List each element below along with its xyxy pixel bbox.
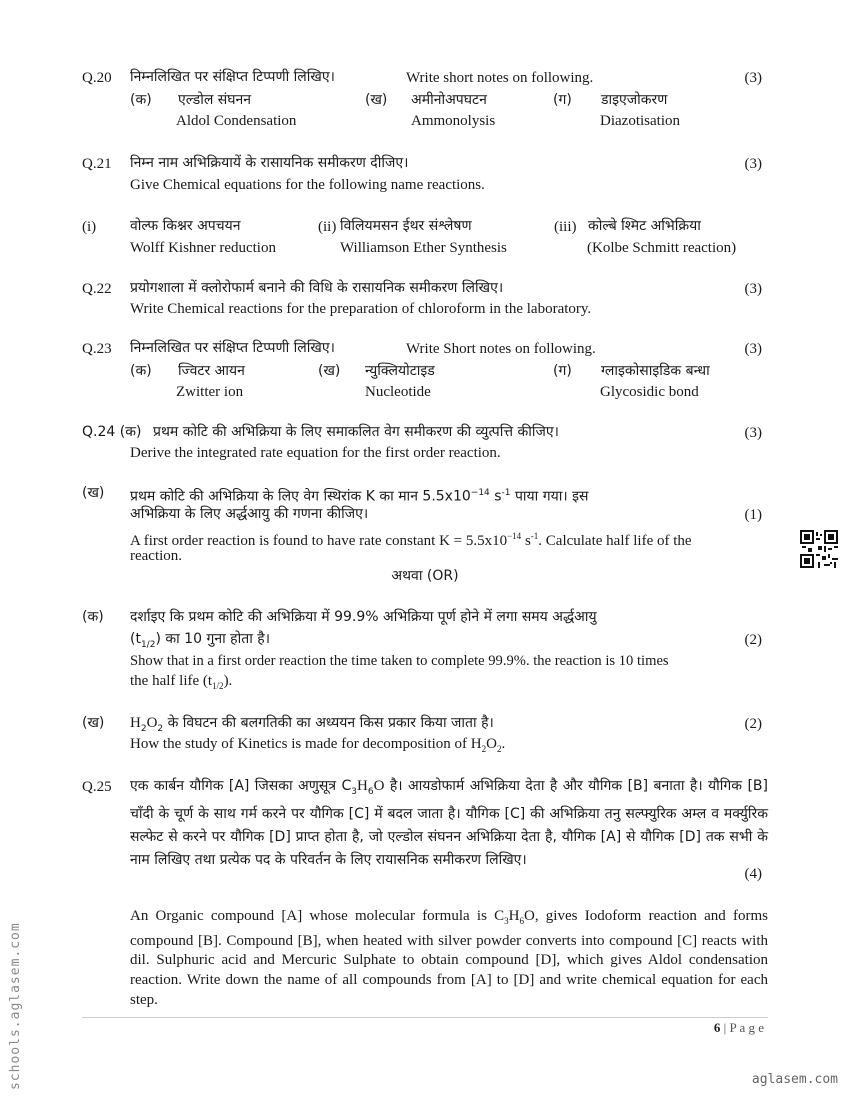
q24-alt-ka-english-line2: the half life $(t_{1/2})$. [130, 673, 233, 691]
q21-item-label: (iii) [554, 219, 577, 235]
q21-hindi: निम्न नाम अभिक्रियायें के रासायनिक समीकरण दीजिए। [130, 155, 409, 171]
q24-alt-ka-hindi-line1: दर्शाइए कि प्रथम कोटि की अभिक्रिया में 99.9% अभिक्रिया पूर्ण होने में लगा समय अर्द्धआयु [130, 609, 597, 625]
q21-number: Q.21 [82, 156, 112, 172]
q21-item-hindi: विलियमसन ईथर संश्लेषण [340, 218, 472, 234]
q23-item-english: Zwitter ion [176, 384, 244, 400]
q25-marks: (4) [744, 866, 762, 882]
q20-item-label: (ख) [365, 92, 388, 108]
q20-item-label: (ग) [553, 92, 572, 108]
q20-item-english: Ammonolysis [411, 113, 496, 129]
q24-alt-ka-label: (क) [82, 609, 104, 625]
q23-item-label: (ख) [318, 363, 341, 379]
q22-hindi: प्रयोगशाला में क्लोरोफार्म बनाने की विधि के रासायनिक समीकरण लिखिए। [130, 280, 504, 296]
q24-kha-hindi-line1: प्रथम कोटि की अभिक्रिया के लिए वेग स्थिरांक K का मान $5.5x10^{-14}$ $s^{-1}$ पाया गया। इस [130, 488, 589, 505]
q21-item-hindi: कोल्बे श्मिट अभिक्रिया [588, 218, 701, 234]
q23-hindi: निम्नलिखित पर संक्षिप्त टिप्पणी लिखिए। [130, 340, 335, 356]
footer-divider [82, 1017, 768, 1018]
q20-number: Q.20 [82, 70, 112, 86]
q24-kha-english-line2: reaction. [130, 548, 183, 564]
q20-item-english: Aldol Condensation [176, 113, 297, 129]
q24-kha-marks: (1) [744, 507, 762, 523]
q24-kha-label: (ख) [82, 485, 105, 501]
page-number: 6 | P a g e [713, 1020, 764, 1035]
q21-item-label: (ii) [318, 219, 337, 235]
q21-item-label: (i) [82, 219, 97, 235]
q24-alt-ka-hindi-line2: $(t_{1/2})$ का 10 गुना होता है। [130, 631, 271, 650]
or-divider: अथवा (OR) [391, 568, 459, 584]
q20-hindi: निम्नलिखित पर संक्षिप्त टिप्पणी लिखिए। [130, 69, 335, 85]
q24-marks: (3) [744, 425, 762, 441]
q20-item-hindi: अमीनोअपघटन [411, 92, 487, 108]
q25-english-paragraph: An Organic compound [A] whose molecular formula is $C_3H_6O$, gives Iodoform reaction and forms compound [B]. Compound [B], when heated with silver powder converts into compound [C] reacts with dil. Sulphuric acid and Mercuric Sulphate to obtain compound [D], which gives Aldol condensation reaction. Write down the name of all compounds from [A] to [D] and write chemical equation for each step. [130, 908, 768, 1008]
q23-item-hindi: ग्लाइकोसाइडिक बन्धा [601, 363, 710, 379]
q21-item-english: (Kolbe Schmitt reaction) [587, 240, 737, 256]
q22-marks: (3) [744, 281, 762, 297]
q23-number: Q.23 [82, 341, 112, 357]
q23-item-hindi: न्युक्लियोटाइड [365, 363, 435, 379]
q21-item-hindi: वोल्फ किश्नर अपचयन [130, 218, 241, 234]
q23-marks: (3) [744, 341, 762, 357]
q24-kha-english-line1: A first order reaction is found to have rate constant $K = 5.5x10^{-14}$ $s^{-1}$. Calculate half life of the [130, 531, 692, 549]
q24-alt-ka-marks: (2) [744, 632, 762, 648]
q20-marks: (3) [744, 70, 762, 86]
q24-alt-kha-label: (ख) [82, 715, 105, 731]
q22-number: Q.22 [82, 281, 112, 297]
q24-hindi: प्रथम कोटि की अभिक्रिया के लिए समाकलित वेग समीकरण की व्युत्पत्ति कीजिए। [153, 424, 559, 440]
q23-item-label: (क) [130, 363, 152, 379]
q23-item-english: Nucleotide [365, 384, 431, 400]
q21-marks: (3) [744, 156, 762, 172]
q20-english: Write short notes on following. [406, 70, 594, 86]
qr-code-icon [800, 530, 838, 568]
site-watermark: aglasem.com [751, 1072, 838, 1087]
q23-english: Write Short notes on following. [406, 341, 596, 357]
q24-kha-hindi-line2: अभिक्रिया के लिए अर्द्धआयु की गणना कीजिए। [130, 506, 369, 522]
q24-english: Derive the integrated rate equation for the first order reaction. [130, 445, 501, 461]
q20-item-label: (क) [130, 92, 152, 108]
q24-alt-ka-english-line1: Show that in a first order reaction the time taken to complete 99.9%. the reaction is 10 times [130, 653, 669, 669]
side-watermark: schools.aglasem.com [8, 922, 23, 1090]
q24-alt-kha-hindi: $H_2O_2$ के विघटन की बलगतिकी का अध्ययन किस प्रकार किया जाता है। [130, 715, 494, 734]
q24-alt-kha-english: How the study of Kinetics is made for decomposition of $H_2O_2$. [130, 736, 506, 754]
q23-item-hindi: ज्विटर आयन [178, 363, 245, 379]
q21-item-english: Williamson Ether Synthesis [340, 240, 507, 256]
q23-item-label: (ग) [553, 363, 572, 379]
q21-item-english: Wolff Kishner reduction [130, 240, 276, 256]
q23-item-english: Glycosidic bond [600, 384, 699, 400]
q24-alt-kha-marks: (2) [744, 716, 762, 732]
q20-item-english: Diazotisation [600, 113, 680, 129]
q25-number: Q.25 [82, 779, 112, 795]
q22-english: Write Chemical reactions for the preparation of chloroform in the laboratory. [130, 301, 592, 317]
q24-number: Q.24 (क) [82, 424, 142, 440]
q20-item-hindi: एल्डोल संघनन [178, 92, 252, 108]
q21-english: Give Chemical equations for the following name reactions. [130, 177, 485, 193]
q20-item-hindi: डाइएजोकरण [601, 92, 668, 108]
q25-hindi-paragraph: एक कार्बन यौगिक [A] जिसका अणुसूत्र $C_3H_6O$ है। आयडोफार्म अभिक्रिया देता है और यौगिक [B] बनाता है। यौगिक [B] चाँदी के चूर्ण के साथ गर्म करने पर यौगिक [C] में बदल जाता है। यौगिक [C] की अभिक्रिया तनु सल्फ्युरिक अम्ल व मर्क्युरिक सल्फेट से करने पर यौगिक [D] प्राप्त होता है, जो एल्डोल संघनन अभिक्रिया देता है, यौगिक [A] से यौगिक [D] तक सभी के नाम लिखिए तथा प्रत्येक पद के परिवर्तन के लिए रायासनिक समीकरण लिखिए। [130, 778, 768, 868]
